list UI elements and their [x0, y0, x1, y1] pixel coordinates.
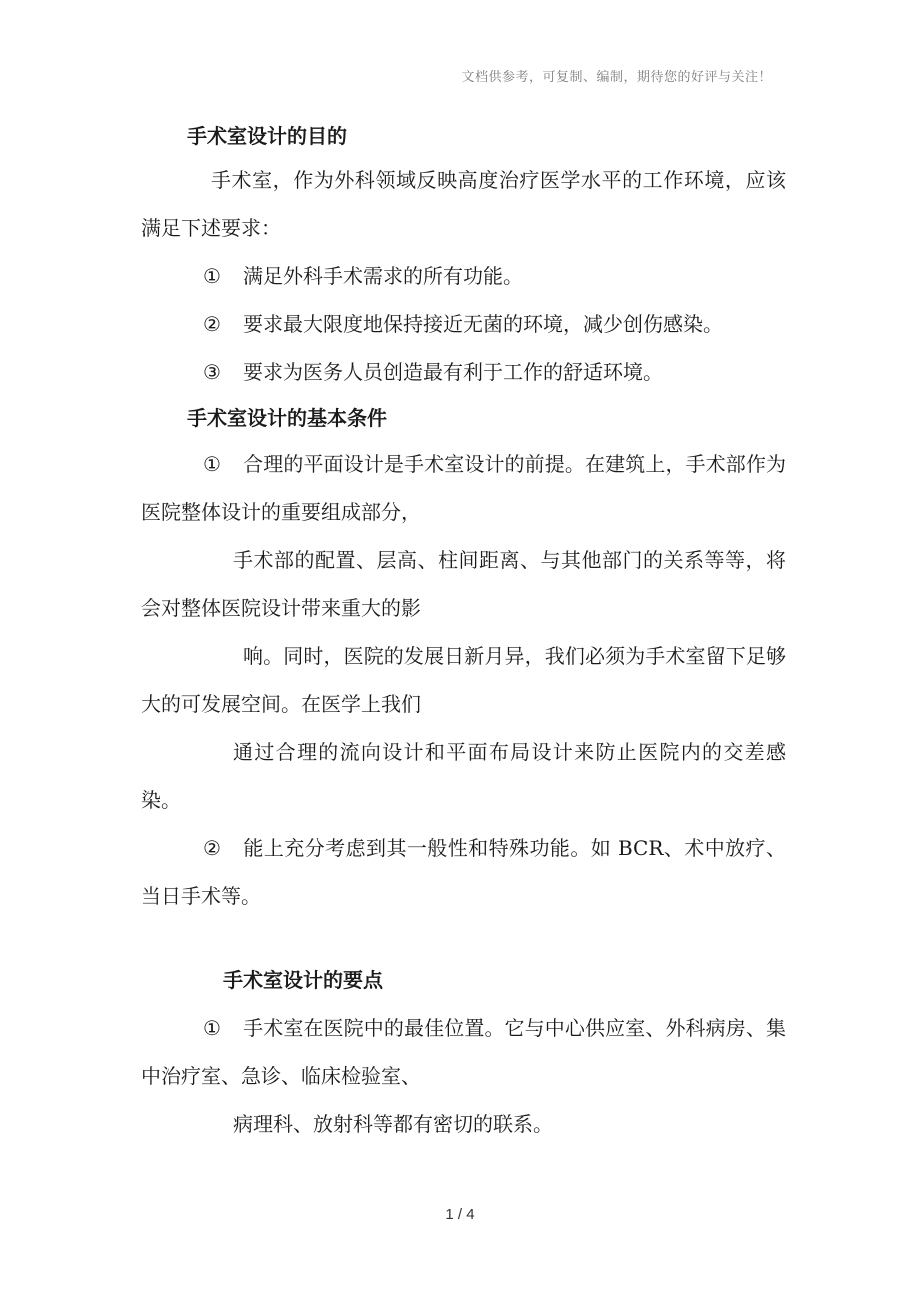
list-item [203, 348, 786, 396]
list-item [203, 300, 786, 348]
list-marker: ① [203, 1016, 221, 1040]
paragraph-text: 合理的平面设计是手术室设计的前提。在建筑上，手术部作为医院整体设计的重要组成部分， [141, 452, 786, 524]
list-marker: ② [203, 312, 221, 336]
paragraph: 病理科、放射科等都有密切的联系。 [233, 1112, 553, 1136]
section-heading-key-points: 手术室设计的要点 [223, 968, 383, 992]
paragraph [141, 1004, 786, 1100]
paragraph [141, 824, 786, 920]
list-item [203, 252, 786, 300]
list-item-text: 满足外科手术需求的所有功能。 [243, 264, 523, 288]
paragraph: 手术部的配置、层高、柱间距离、与其他部门的关系等等，将会对整体医院设计带来重大的影 [141, 548, 786, 620]
document-body [141, 118, 786, 1148]
paragraph-intro: 手术室，作为外科领域反映高度治疗医学水平的工作环境，应该满足下述要求： [141, 168, 786, 240]
paragraph-text: 手术室在医院中的最佳位置。它与中心供应室、外科病房、集中治疗室、急诊、临床检验室、 [141, 1016, 786, 1088]
list-marker: ① [203, 452, 221, 476]
header-note: 文档供参考，可复制、编制，期待您的好评与关注！ [461, 70, 772, 85]
paragraph: 通过合理的流向设计和平面布局设计来防止医院内的交差感染。 [141, 740, 786, 812]
list-item-text: 要求为医务人员创造最有利于工作的舒适环境。 [243, 360, 663, 384]
page-number: 1 / 4 [445, 1206, 475, 1223]
paragraph: 响。同时，医院的发展日新月异，我们必须为手术室留下足够大的可发展空间。在医学上我们 [141, 644, 786, 716]
paragraph [141, 440, 786, 536]
section-heading-purpose: 手术室设计的目的 [187, 124, 347, 148]
list-marker: ① [203, 264, 221, 288]
list-marker: ② [203, 836, 221, 860]
list-marker: ③ [203, 360, 221, 384]
paragraph-text: 能上充分考虑到其一般性和特殊功能。如 BCR、术中放疗、当日手术等。 [141, 836, 786, 908]
section-heading-basic-conditions: 手术室设计的基本条件 [187, 406, 387, 430]
list-item-text: 要求最大限度地保持接近无菌的环境，减少创伤感染。 [243, 312, 723, 336]
